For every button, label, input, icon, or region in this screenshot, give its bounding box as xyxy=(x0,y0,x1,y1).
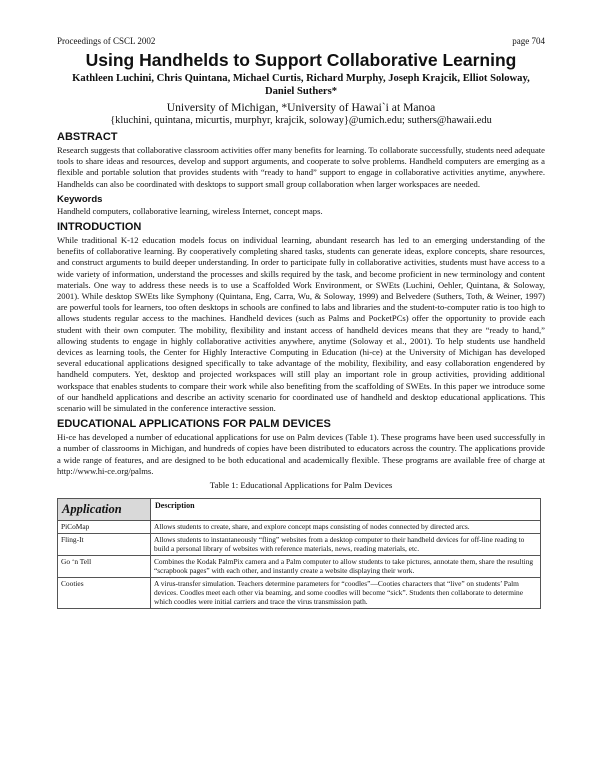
app-description: Allows students to instantaneously “fling” websites from a desktop computer to their handheld devices for off-line reading to build a personal library of websites with reference materials, news, reading materials, etc. xyxy=(151,533,541,555)
page-number: page 704 xyxy=(512,36,545,46)
table-row xyxy=(58,577,541,608)
app-name: Fling-It xyxy=(58,533,151,555)
app-description: Combines the Kodak PalmPix camera and a Palm computer to allow students to take pictures, annotate them, share the resulting “scrapbook pages” with each other, and instantly create a website displaying their work. xyxy=(151,555,541,577)
table-header-row xyxy=(58,499,541,521)
app-name: Cooties xyxy=(58,577,151,608)
app-name: Go ‘n Tell xyxy=(58,555,151,577)
apps-section-text: Hi-ce has developed a number of educational applications for use on Palm devices (Table 1). These programs have been used successfully in a number of classrooms in Michigan, and hundreds of copies have been distributed to educators across the country. The applications provide a wide range of features, and are designed to be both educational and academically flexible. These programs are available free of charge at http://www.hi-ce.org/palms. xyxy=(57,432,545,476)
column-header-description: Description xyxy=(151,499,541,521)
running-header xyxy=(57,36,545,46)
app-name: PiCoMap xyxy=(58,521,151,533)
keywords-text: Handheld computers, collaborative learning, wireless Internet, concept maps. xyxy=(57,205,323,216)
affiliation: University of Michigan, *University of Hawai`i at Manoa xyxy=(166,101,436,114)
table-row xyxy=(58,521,541,533)
keywords-heading: Keywords xyxy=(57,193,103,205)
table-row xyxy=(58,555,541,577)
author-emails: {kluchini, quintana, micurtis, murphyr, krajcik, soloway}@umich.edu; suthers@hawaii.edu xyxy=(110,115,492,126)
paper-title: Using Handhelds to Support Collaborative Learning xyxy=(85,50,517,70)
abstract-heading: ABSTRACT xyxy=(57,131,118,143)
introduction-heading: INTRODUCTION xyxy=(57,221,142,234)
table-caption: Table 1: Educational Applications for Palm Devices xyxy=(209,480,393,491)
proceedings-label: Proceedings of CSCL 2002 xyxy=(57,36,156,46)
table-row xyxy=(58,533,541,555)
paper-page xyxy=(57,36,545,609)
column-header-application: Application xyxy=(58,499,151,521)
app-description: Allows students to create, share, and explore concept maps consisting of nodes connected by directed arcs. xyxy=(151,521,541,533)
applications-table xyxy=(57,498,541,609)
apps-section-heading: EDUCATIONAL APPLICATIONS FOR PALM DEVICES xyxy=(57,418,331,431)
app-description: A virus-transfer simulation. Teachers determine parameters for “coodles”—Cooties characters that “live” on students’ Palm devices. Coodles meet each other via beaming, and some coodles will become “sick”. Students then collaborate to determine which coodles were initial carriers and trace the virus transmission path. xyxy=(151,577,541,608)
introduction-text: While traditional K-12 education models focus on individual learning, abundant research has led to an emerging understanding of the benefits of collaborative learning. By cooperatively completing shared tasks, students can generate ideas, explore concepts, share resources, and construct arguments to build deeper understanding. In order to participate fully in collaborative activities, students must have access to a wide variety of information, understand the processes and skills required by the task, and become proficient in new terminology and content materials. One way to address these needs is to use a Scaffolded Work Environment, or SWEts (Luchini, Oehler, Quintana, & Soloway, 2001). While desktop SWEts like Symphony (Quintana, Eng, Carra, Wu, & Soloway, 1999) and Belvedere (Suthers, Toth, & Weiner, 1997) are powerful tools for learners, too often desktops in schools are confined to labs and libraries and the student-to-computer ratio is too high to allows students regular access to the machines. Handheld devices (such as Palms and PocketPCs) offer the opportunity to provide each student with their own computer. The mobility, flexibility and instant access of handheld devices means that they are “ready to hand,” allowing students to engage in highly collaborative activities anywhere, anytime (Soloway et al., 2001). To help students use handheld devices as learning tools, the Center for Highly Interactive Computing in Education (hi-ce) at the University of Michigan has developed several educational applications designed specifically to take advantage of the mobility, flexibility, and easy collaboration engendered by handheld computers. Yet, desktop and projected workspaces will still play an important role in group activities, providing additional workspace that enables students to compare their work while also benefiting from the scaffolding of SWEts. In this paper we introduce some of our handheld applications and describe an activity scenario for coordinated use of handheld and desktop educational applications. This scenario will be simulated in the conference interactive session. xyxy=(57,235,545,414)
abstract-text: Research suggests that collaborative classroom activities offer many benefits for learning. To collaborate successfully, students need adequate tools to share ideas and resources, develop and support arguments, and cooperate to solve problems. Handheld computers are emerging as a flexible and portable solution that provides students with “ready to hand” support to engage in collaborative activities anytime, anywhere. Handhelds can also be coordinated with desktops to support small group collaboration when larger workspaces are needed. xyxy=(57,145,545,189)
author-list: Kathleen Luchini, Chris Quintana, Michael Curtis, Richard Murphy, Joseph Krajcik, Elliot Soloway, Daniel Suthers* xyxy=(72,73,530,97)
